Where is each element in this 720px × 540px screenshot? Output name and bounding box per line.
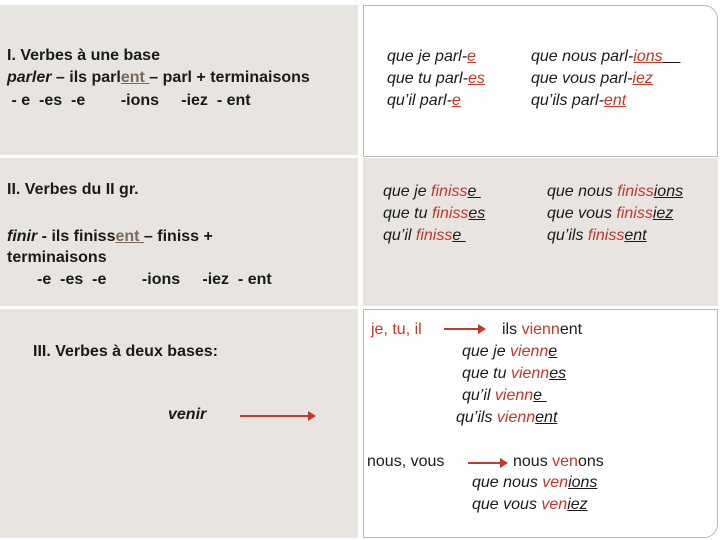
conj-parler-nous: que nous parl-ions [531,48,663,65]
section3-title: III. Verbes à deux bases: [33,343,218,360]
conj-venir-tu: que tu viennes [462,365,567,382]
group2-label: nous, vous [367,453,445,470]
venir-arrow [240,415,314,417]
section2-title: II. Verbes du II gr. [7,181,139,198]
conj-parler-ils: qu’ils parl-ent [531,92,627,109]
conj-venir-ils: qu’ils viennent [456,409,558,426]
conj-venir-il: qu’il vienne [462,387,547,404]
conj-venir-je: que je vienne [462,343,558,360]
section1-endings: - e -es -e -ions -iez - ent [7,92,251,109]
section1-rule: parler – ils parlent – parl + terminaisons [7,69,310,86]
conj-parler-tu: que tu parl-es [387,70,485,87]
conj-parler-il: qu’il parl-e [387,92,461,109]
group1-label: je, tu, il [371,321,422,338]
section2-rule: finir - ils finissent – finiss + [7,228,213,245]
conj-parler-vous: que vous parl-iez [531,70,653,87]
group2-arrow [468,462,506,464]
section2-endings: -e -es -e -ions -iez - ent [37,271,272,288]
conj-finir-je: que je finisse [383,183,481,200]
section1-title: I. Verbes à une base [7,47,160,64]
conj-finir-vous: que vous finissiez [547,205,674,222]
conj-finir-tu: que tu finisses [383,205,486,222]
group1-arrow [444,328,484,330]
conj-parler-je: que je parl-e [387,48,476,65]
section2-rule-cont: terminaisons [7,249,107,266]
conj-finir-ils: qu’ils finissent [547,227,647,244]
conj-venir-nous: que nous venions [472,474,598,491]
conj-finir-nous: que nous finissions [547,183,684,200]
venir-label: venir [168,406,207,423]
conj-finir-il: qu’il finisse [383,227,466,244]
group1-head: ils viennent [502,321,583,338]
group2-head: nous venons [513,453,604,470]
conj-venir-vous: que vous veniez [472,496,588,513]
